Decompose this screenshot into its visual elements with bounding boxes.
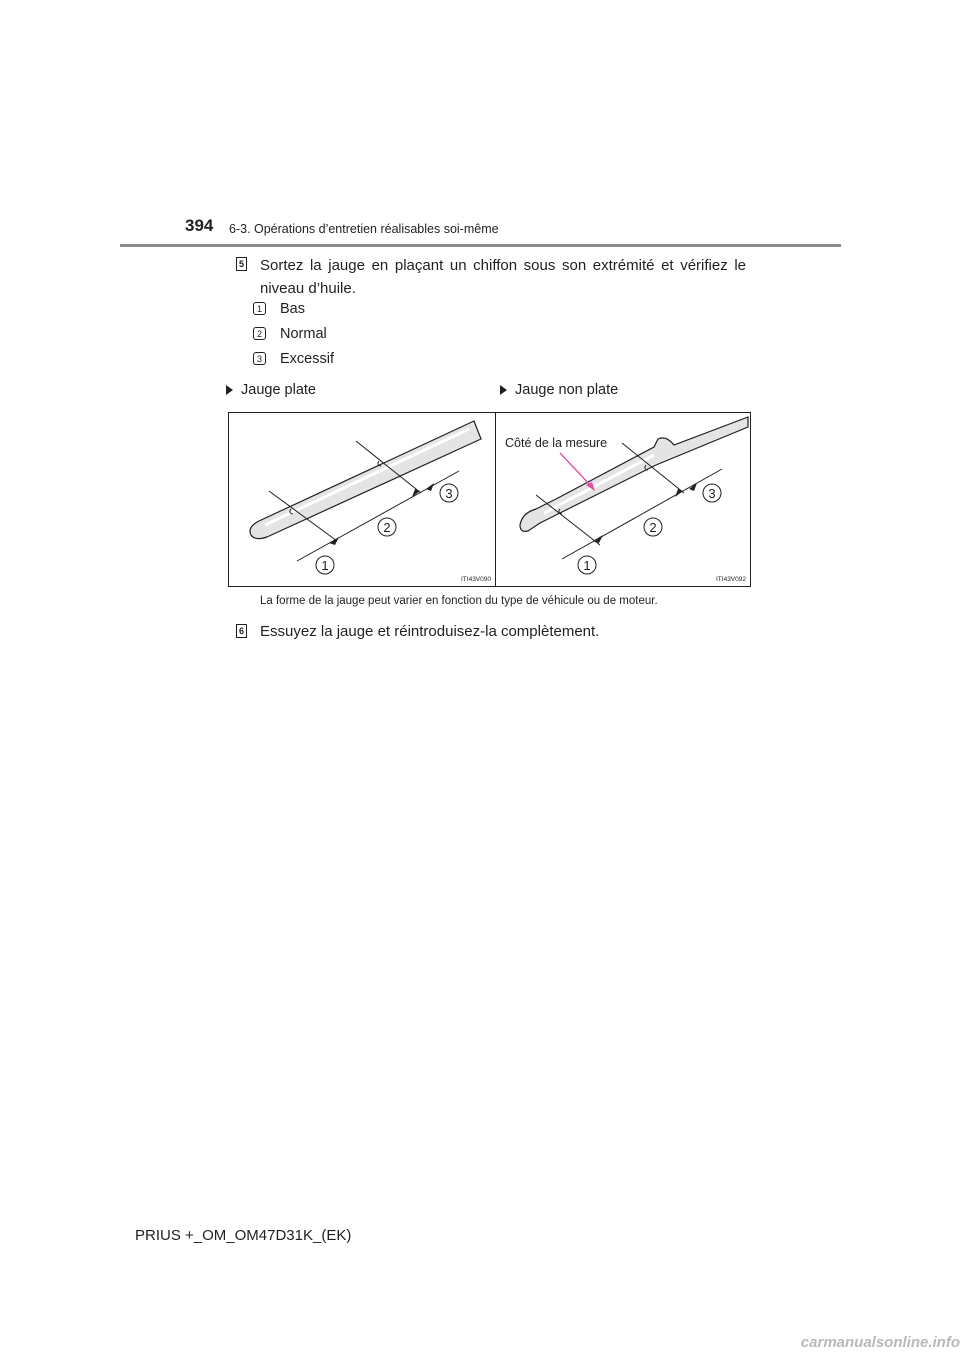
measurement-side-label: Côté de la mesure [505,436,608,450]
watermark-text: carmanualsonline.info [800,1334,960,1351]
figure-heading-flat [226,382,316,398]
legend-number-1: 1 [253,302,266,315]
flat-dipstick-illustration [229,413,495,586]
footer-model-code: PRIUS +_OM_OM47D31K_(EK) [135,1227,352,1244]
arrow-high-left-icon [675,489,683,497]
figure-caption: La forme de la jauge peut varier en fonction du type de véhicule ou de moteur. [260,595,658,607]
figure-heading-nonflat-label: Jauge non plate [515,382,619,398]
step-6-text: Essuyez la jauge et réintroduisez-la complètement. [260,623,600,640]
callout-1: 1 [321,558,329,573]
legend-label-low: Bas [280,301,305,317]
legend-label-normal: Normal [280,326,327,342]
header-rule [120,244,841,247]
figure-code: ITI43V092 [716,576,746,583]
legend-number-2: 2 [253,327,266,340]
nonflat-dipstick-illustration [496,413,750,586]
callout-3: 3 [708,486,716,501]
arrow-high-right-icon [426,483,434,491]
figure-heading-nonflat [500,382,618,398]
step-5-badge: 5 [236,257,247,271]
triangle-bullet-icon [226,385,233,395]
callout-3: 3 [445,486,453,501]
step-6-badge: 6 [236,624,247,638]
page-number: 394 [185,216,214,235]
arrow-low-icon [593,535,603,543]
legend-number-3: 3 [253,352,266,365]
callout-2: 2 [649,520,657,535]
legend-label-excess: Excessif [280,351,334,367]
step-5-text: Sortez la jauge en plaçant un chiffon sous son extrémité et vérifiez le niveau d’huile. [260,257,746,297]
callout-2: 2 [383,520,391,535]
callout-1: 1 [583,558,591,573]
section-title: 6-3. Opérations d’entretien réalisables soi-même [229,222,499,236]
figure-code: ITI43V090 [461,576,491,583]
nonflat-dipstick-shape [520,417,748,531]
nonflat-dipstick-highlight [544,455,654,513]
figure-flat-dipstick [228,412,496,587]
figure-heading-flat-label: Jauge plate [241,382,316,398]
annotation-leader-line [560,453,592,487]
figure-nonflat-dipstick [495,412,751,587]
triangle-bullet-icon [500,385,507,395]
